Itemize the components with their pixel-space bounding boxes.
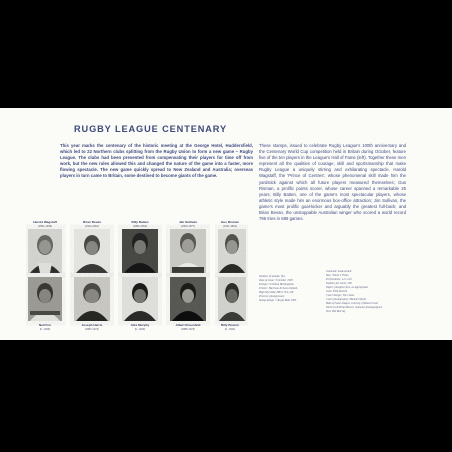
player-years: (1924-1991) [84, 225, 100, 228]
portrait-gus-risman [218, 229, 246, 273]
detail-line: High Wycombe HP11 7LZ, UK [259, 291, 294, 294]
detail-line: Gummed: head-sealed [326, 270, 352, 273]
detail-line: Paper: phosphor-free, as appropriate [326, 286, 368, 289]
detail-line: Hall of Fame images: courtesy of Robert Gate [326, 302, 378, 305]
player-years: (b. 1934) [224, 328, 236, 331]
detail-line: Neil Fox & Brian Bevan: unknown photographers [326, 306, 383, 309]
detail-line: Perforations: 14 x 14½ [326, 278, 353, 281]
player-name: Billy Batten [131, 220, 149, 224]
player-name: Billy Boston [220, 323, 240, 327]
page-title: RUGBY LEAGUE CENTENARY [74, 124, 228, 134]
detail-line: Text: Bill Murray [326, 310, 346, 313]
detail-line: Date of issue: 3 October 1995 [259, 279, 293, 282]
detail-line: Process: photogravure [259, 295, 285, 298]
portrait-alex-murphy [122, 277, 158, 321]
portrait-billy-boston [218, 277, 246, 321]
detail-line: Number of stamps: five [259, 275, 286, 278]
player-name: Neil Fox [38, 323, 52, 327]
portrait-brian-bevan [74, 229, 110, 273]
portrait-joseph-harris [74, 277, 110, 321]
portrait-neil-fox [28, 277, 62, 321]
technical-details-left [259, 275, 298, 303]
detail-line: Gum: PVA Dextrin [326, 290, 348, 293]
detail-line: Cover design: The Chase [326, 294, 355, 297]
player-years: (1911-1994) [223, 225, 237, 228]
portrait-billy-batten [122, 229, 158, 273]
player-years: (b. 1939) [39, 328, 51, 331]
player-name: Harold Wagstaff [33, 220, 57, 224]
player-years: (1891-1939) [37, 225, 53, 228]
player-years: (1885-1970) [180, 328, 196, 331]
intro-paragraph: This year marks the centenary of the historic meeting at the George Hotel, Huddersfield, which led to 22 Northern clubs splitting from the Rugby Union to form a new game – Rugby League. The clubs had been prevented from compensating their players for time off from work, but the new rules allowed this and changed the nature of the game into a faster, more flowing spectacle. The new game quickly spread to New Zealand and Australia; overseas players in turn came to Britain, some destined to become giants of the game. [60, 143, 253, 179]
technical-details-right [326, 270, 382, 314]
player-years: (b. 1939) [134, 328, 146, 331]
detail-line: Printer: Harrison & Sons Limited, [259, 287, 298, 290]
player-years: (1883-1974) [84, 328, 100, 331]
detail-line: Number per sheet: 100 [326, 282, 352, 285]
detail-line: Stamp design © Royal Mail 1995 [259, 299, 297, 302]
detail-line: Size: 35mm x 35mm [326, 274, 349, 277]
player-name: Joseph Harris [81, 323, 103, 327]
portrait-jim-sullivan [170, 229, 206, 273]
detail-line: Design: Christian Birmingham [259, 283, 294, 286]
portrait-albert-rosenfeld [170, 277, 206, 321]
player-name: Jim Sullivan [178, 220, 198, 224]
player-name: Albert Rosenfeld [175, 323, 201, 327]
player-name: Brian Bevan [82, 220, 102, 224]
body-paragraph: These stamps, issued to celebrate Rugby League's 100th anniversary and the Centenary World Cup competition held in Britain during October, feature five of the ten players in the League's Hall of Fame (left). Together these men represent all the qualities of courage, skill and sportsmanship that make Rugby League a uniquely stirring and exhilarating spectacle. Harold Wagstaff, the 'Prince of Centres', whose phenomenal skill made him the yardstick against which all future players measured themselves; Gus Risman, a prolific points scorer, whose career spanned a remarkable 25 years; Billy Batten, one of the game's most spectacular players, whose athletic style made him an enormous box-office attraction; Jim Sullivan, the game's most prolific goal-kicker and arguably the greatest full-back; and Brian Bevan, the unstoppable Australian winger who scored a world record 796 tries in 688 games. [259, 143, 406, 222]
detail-line: Cover photography: Michael Steele [326, 298, 366, 301]
player-name: Gus Risman [220, 220, 240, 224]
player-name: Alex Murphy [130, 323, 150, 327]
portrait-harold-wagstaff [28, 229, 62, 273]
player-years: (1903-1977) [180, 225, 196, 228]
player-years: (1889-1959) [132, 225, 148, 228]
